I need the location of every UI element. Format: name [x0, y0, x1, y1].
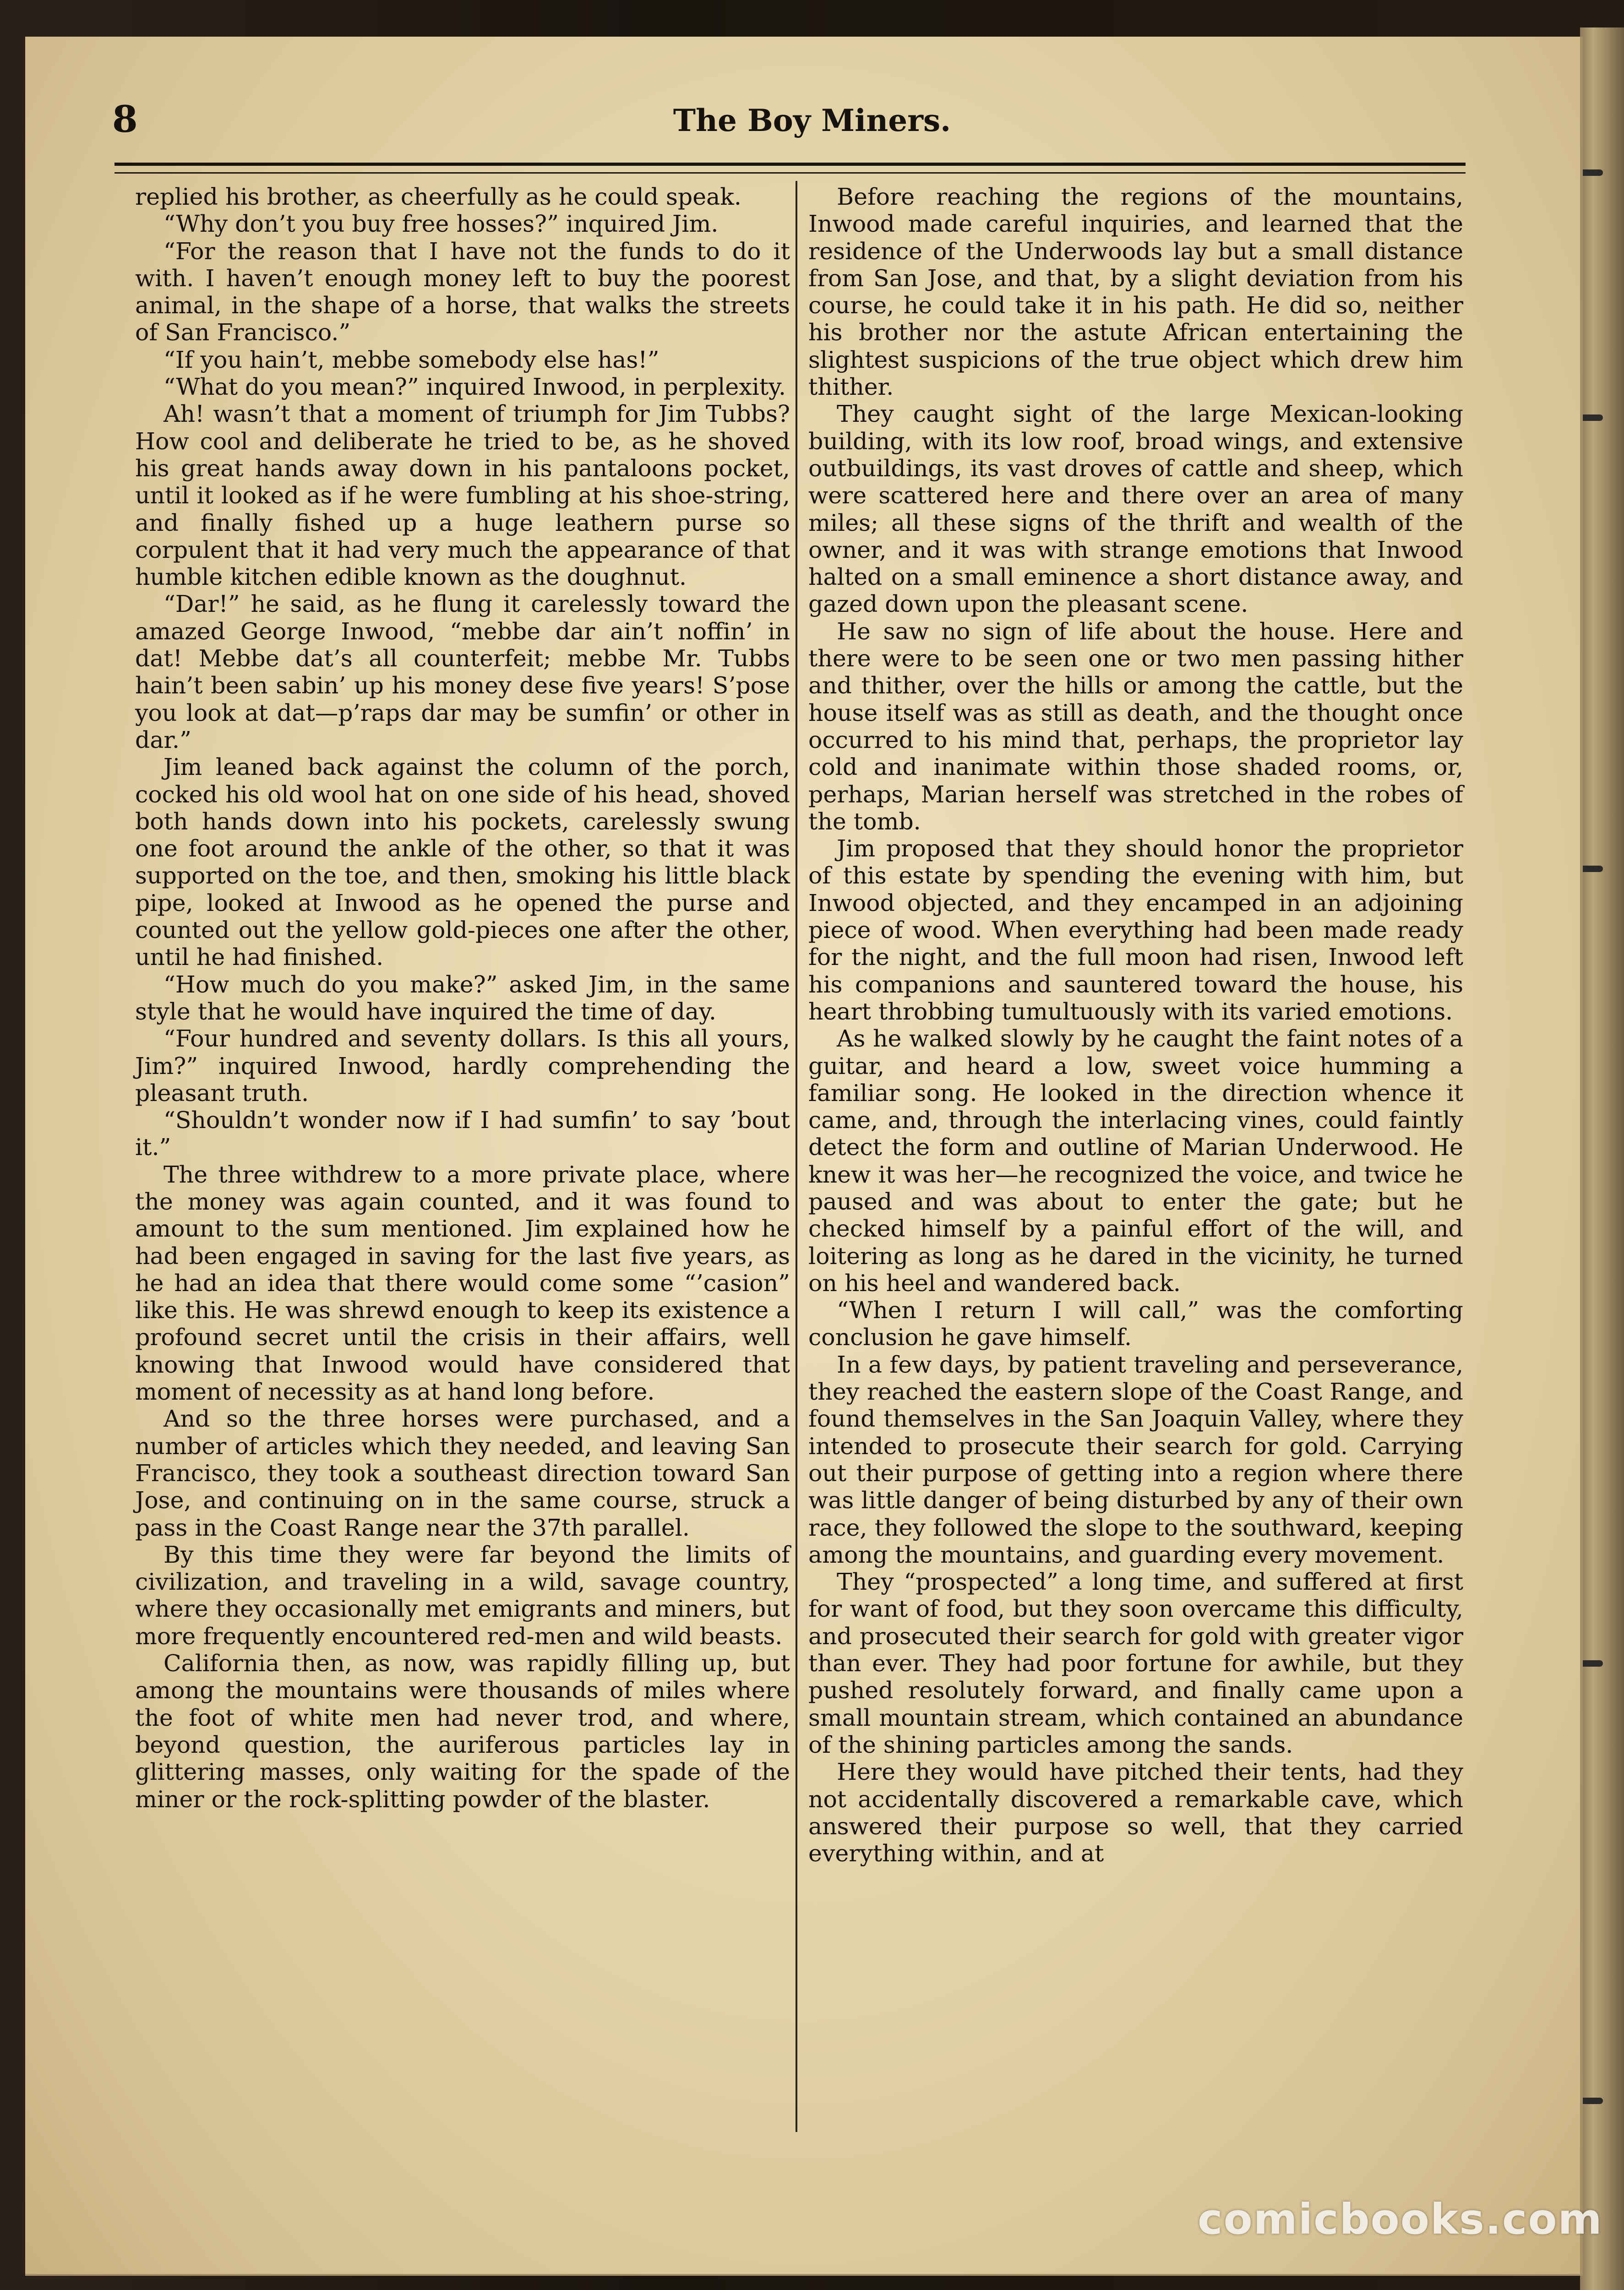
paragraph: The three withdrew to a more private place, where the money was again counted, and it was found to amount to the sum mentioned. Jim explained how he had been engaged in saving for the last five years, as he had an idea that there would come some “’casion” like this. He was shrewd enough to keep its existence a profound secret until the crisis in their affairs, well knowing that Inwood would have considered that moment of necessity as at hand long before.	[135, 1161, 790, 1406]
site-watermark: comicbooks.com	[1198, 2195, 1603, 2244]
paragraph: In a few days, by patient traveling and perseverance, they reached the eastern slope of the Coast Range, and found themselves in the San Joaquin Valley, where they intended to prosecute their search for gold. Carrying out their purpose of getting into a region where there was little danger of being disturbed by any of their own race, they followed the slope to the southward, keeping among the mountains, and guarding every movement.	[808, 1351, 1463, 1568]
paragraph: “If you hain’t, mebbe somebody else has!”	[163, 346, 659, 373]
paragraph: “Shouldn’t wonder now if I had sumfin’ to say ’bout it.”	[135, 1107, 790, 1161]
paragraph: As he walked slowly by he caught the faint notes of a guitar, and heard a low, sweet voice humming a familiar song. He looked in the direction whence it came, and, through the interlacing vines, could faintly detect the form and outline of Marian Underwood. He knew it was her—he recognized the voice, and twice he paused and was about to enter the gate; but he checked himself by a painful effort of the will, and loitering as long as he dared in the vicinity, he turned on his heel and wandered back.	[808, 1025, 1463, 1297]
column-divider	[796, 181, 797, 2132]
paragraph: They caught sight of the large Mexican-looking building, with its low roof, broad wings, and extensive outbuildings, its vast droves of cattle and sheep, which were scattered here and there over an area of many miles; all these signs of the thrift and wealth of the owner, and it was with strange emotions that Inwood halted on a small eminence a short distance away, and gazed down upon the pleasant scene.	[808, 400, 1463, 618]
page-number: 8	[112, 98, 138, 141]
paragraph: “How much do you make?” asked Jim, in the same style that he would have inquired the time of day.	[135, 971, 790, 1025]
paragraph: He saw no sign of life about the house. Here and there were to be seen one or two men passing hither and thither, over the hills or among the cattle, but the house itself was as still as death, and the thought once occurred to his mind that, perhaps, the proprietor lay cold and inanimate within those shaded rooms, or, perhaps, Marian herself was stretched in the robes of the tomb.	[808, 617, 1463, 835]
paragraph: Jim proposed that they should honor the proprietor of this estate by spending the evening with him, but Inwood objected, and they encamped in an adjoining piece of wood. When everything had been made ready for the night, and the full moon had risen, Inwood left his companions and sauntered toward the house, his heart throbbing tumultuously with its varied emotions.	[808, 835, 1463, 1025]
paragraph: “When I return I will call,” was the comforting conclusion he gave himself.	[808, 1297, 1463, 1351]
paragraph: Jim leaned back against the column of the porch, cocked his old wool hat on one side of his head, shoved both hands down into his pockets, carelessly swung one foot around the ankle of the other, so that it was supported on the toe, and then, smoking his little black pipe, looked at Inwood as he opened the purse and counted out the yellow gold-pieces one after the other, until he had finished.	[135, 753, 790, 971]
paragraph: Before reaching the regions of the mountains, Inwood made careful inquiries, and learned that the residence of the Underwoods lay but a small distance from San Jose, and that, by a slight deviation from his course, he could take it in his path. He did so, neither his brother nor the astute African entertaining the slightest suspicions of the true object which drew him thither.	[808, 183, 1463, 401]
paragraph: replied his brother, as cheerfully as he could speak.	[135, 183, 741, 210]
running-title: The Boy Miners.	[673, 103, 951, 138]
right-column	[808, 183, 1463, 1867]
paragraph: California then, as now, was rapidly filling up, but among the mountains were thousands of miles where the foot of white men had never trod, and where, beyond question, the auriferous particles lay in glittering masses, only waiting for the spade of the miner or the rock-splitting powder of the blaster.	[135, 1650, 790, 1813]
header-rule	[114, 163, 1466, 174]
paragraph: Ah! wasn’t that a moment of triumph for Jim Tubbs? How cool and deliberate he tried to be, as he shoved his great hands away down in his pantaloons pocket, until it looked as if he were fumbling at his shoe-string, and finally fished up a huge leathern purse so corpulent that it had very much the appearance of that humble kitchen edible known as the doughnut.	[135, 400, 790, 591]
paragraph: And so the three horses were purchased, and a number of articles which they needed, and leaving San Francisco, they took a southeast direction toward San Jose, and continuing on in the same course, struck a pass in the Coast Range near the 37th parallel.	[135, 1405, 790, 1541]
paragraph: “For the reason that I have not the funds to do it with. I haven’t enough money left to buy the poorest animal, in the shape of a horse, that walks the streets of San Francisco.”	[135, 237, 790, 346]
paragraph: “Why don’t you buy free hosses?” inquired Jim.	[163, 210, 719, 238]
paragraph: By this time they were far beyond the limits of civilization, and traveling in a wild, savage country, where they occasionally met emigrants and miners, but more frequently encountered red-men and wild beasts.	[135, 1541, 790, 1650]
paragraph: “Four hundred and seventy dollars. Is this all yours, Jim?” inquired Inwood, hardly comprehending the pleasant truth.	[135, 1025, 790, 1107]
binding-edge	[1580, 27, 1624, 2290]
paragraph: Here they would have pitched their tents, had they not accidentally discovered a remarkable cave, which answered their purpose so well, that they carried everything within, and at	[808, 1758, 1463, 1867]
paragraph: “What do you mean?” inquired Inwood, in perplexity.	[163, 373, 786, 401]
left-column	[135, 183, 790, 1813]
paragraph: They “prospected” a long time, and suffered at first for want of food, but they soon overcame this difficulty, and prosecuted their search for gold with greater vigor than ever. They had poor fortune for awhile, but they pushed resolutely forward, and finally came upon a small mountain stream, which contained an abundance of the shining particles among the sands.	[808, 1568, 1463, 1758]
paragraph: “Dar!” he said, as he flung it carelessly toward the amazed George Inwood, “mebbe dar ain’t noffin’ in dat! Mebbe dat’s all counterfeit; mebbe Mr. Tubbs hain’t been sabin’ up his money dese five years! S’pose you look at dat—p’raps dar may be sumfin’ or other in dar.”	[135, 590, 790, 753]
